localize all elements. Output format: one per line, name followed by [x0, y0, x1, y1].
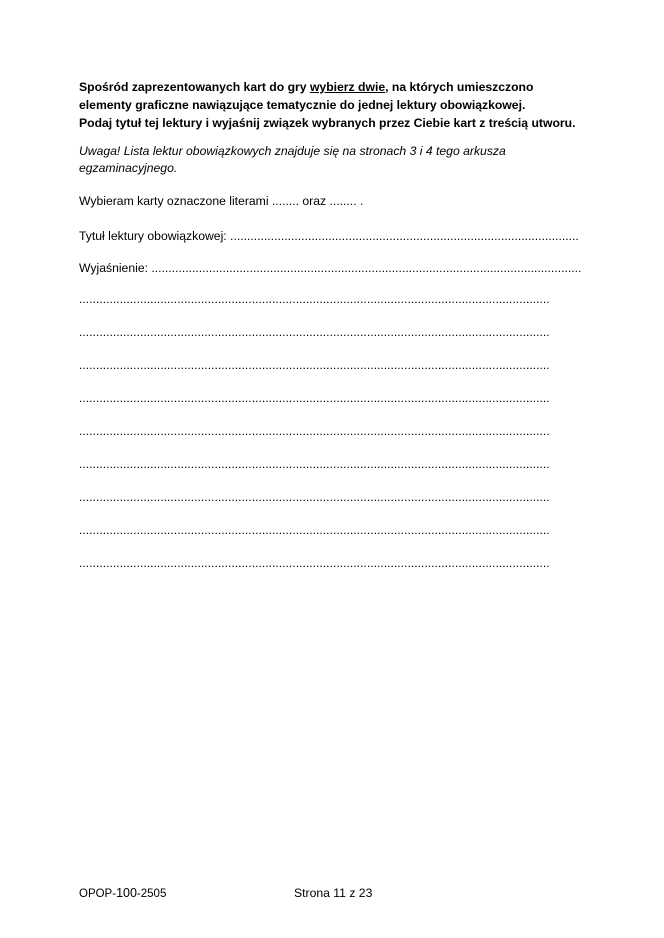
answer-line[interactable]: ...........................................................................................................................................: [79, 457, 550, 471]
explanation-field[interactable]: Wyjaśnienie: ...............................................................................................................................: [79, 261, 582, 275]
answer-line[interactable]: ...........................................................................................................................................: [79, 523, 550, 537]
task-text: Spośród zaprezentowanych kart do gry: [79, 80, 310, 94]
answer-line[interactable]: ...........................................................................................................................................: [79, 490, 550, 504]
note-line-1: Uwaga! Lista lektur obowiązkowych znajduje się na stronach 3 i 4 tego arkusza: [79, 144, 506, 158]
note: [79, 143, 599, 177]
answer-line[interactable]: ...........................................................................................................................................: [79, 358, 550, 372]
task-line-1: [79, 78, 619, 96]
task-line-3: Podaj tytuł tej lektury i wyjaśnij związek wybranych przez Ciebie kart z treścią utworu.: [79, 116, 576, 130]
answer-line[interactable]: ...........................................................................................................................................: [79, 292, 550, 306]
task-instruction: [79, 78, 619, 132]
task-emphasis: wybierz dwie: [309, 80, 386, 94]
answer-line[interactable]: ...........................................................................................................................................: [79, 325, 550, 339]
exam-code-suffix: -2505: [136, 888, 167, 900]
exam-code-number: 100: [116, 886, 137, 900]
cards-choice-field[interactable]: Wybieram karty oznaczone literami ........ oraz ........ .: [79, 194, 364, 208]
task-text: , na których umieszczono: [385, 80, 534, 94]
note-line-2: egzaminacyjnego.: [79, 161, 178, 175]
answer-line[interactable]: ...........................................................................................................................................: [79, 391, 550, 405]
answer-line[interactable]: ...........................................................................................................................................: [79, 424, 550, 438]
answer-line[interactable]: ...........................................................................................................................................: [79, 556, 550, 570]
task-line-2: elementy graficzne nawiązujące tematycznie do jednej lektury obowiązkowej.: [79, 98, 526, 112]
title-field[interactable]: Tytuł lektury obowiązkowej: .......................................................................................................: [79, 229, 579, 243]
exam-code-prefix: OPOP-: [79, 888, 117, 900]
exam-code: [79, 886, 166, 900]
page-number: Strona 11 z 23: [294, 886, 373, 900]
